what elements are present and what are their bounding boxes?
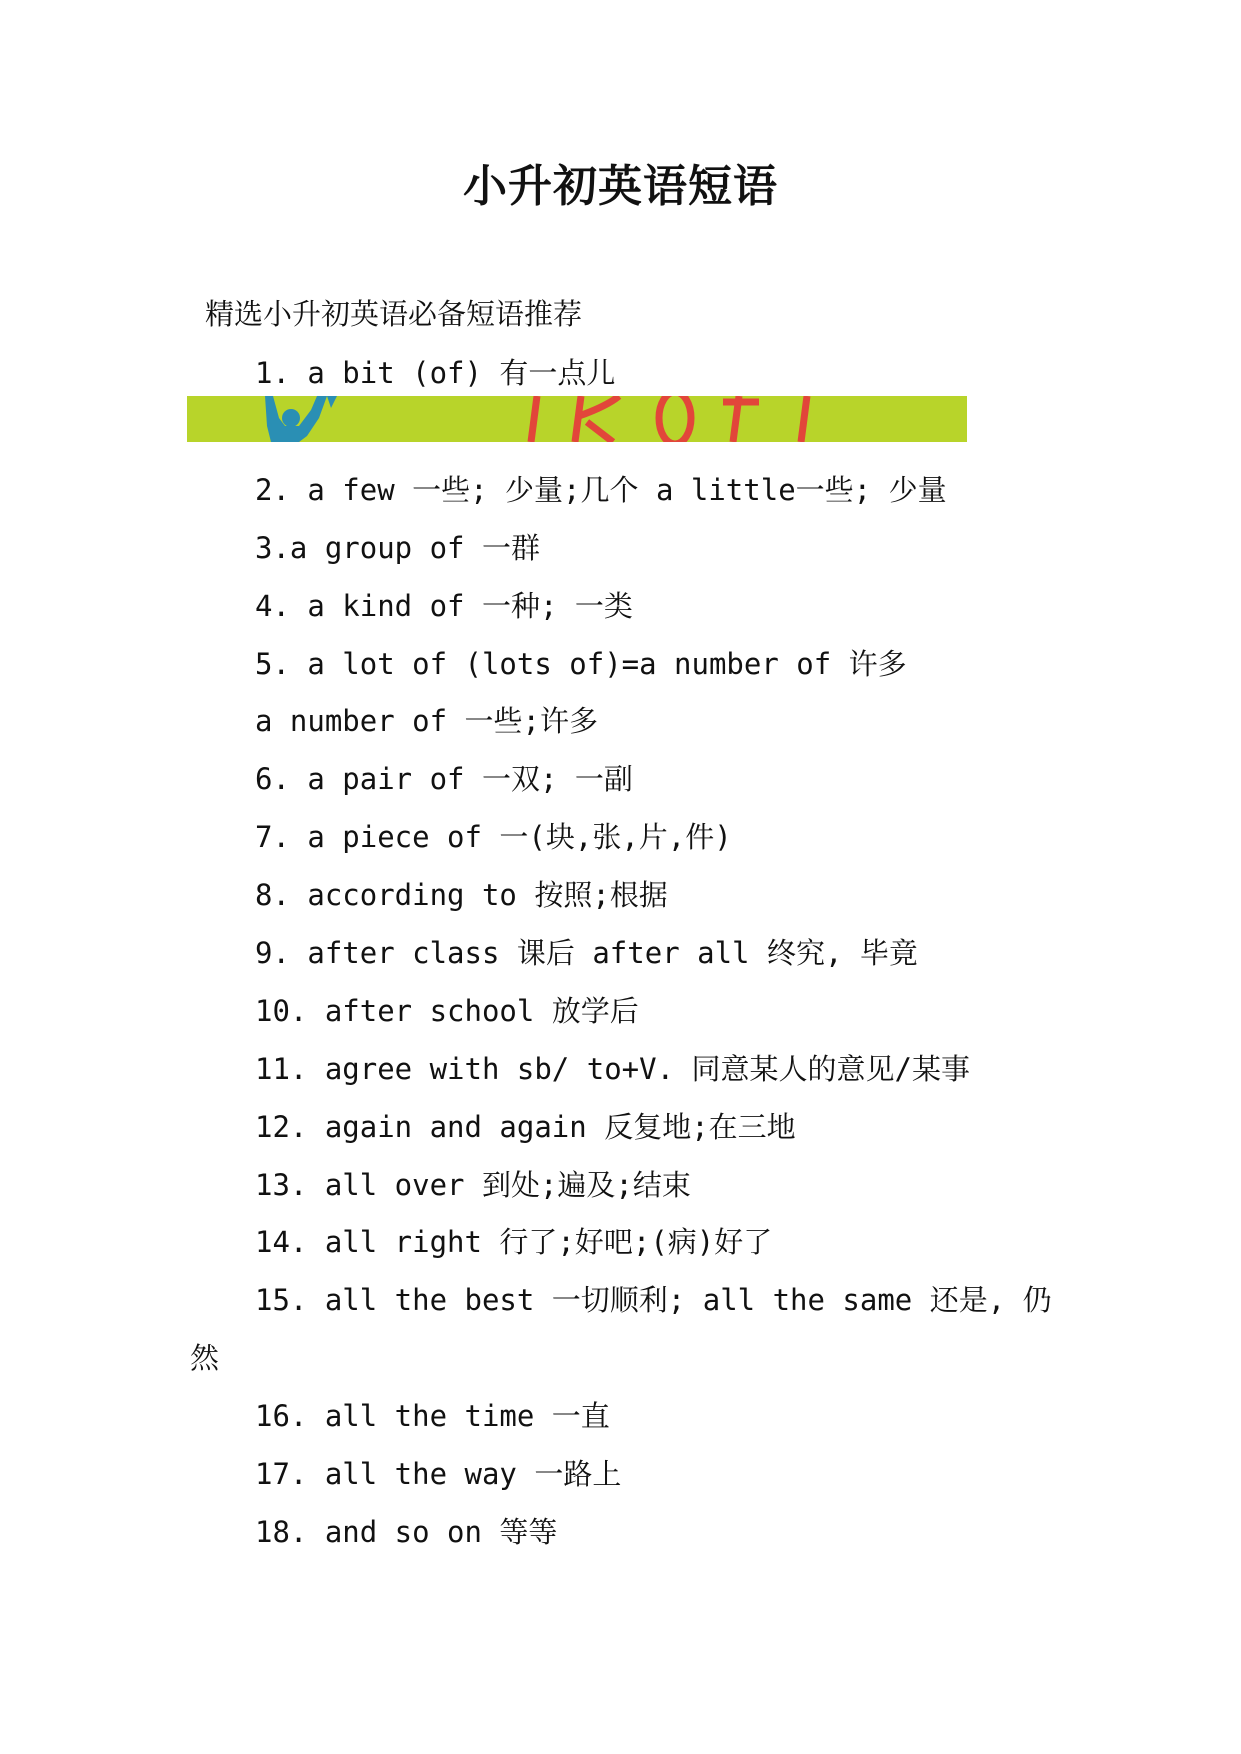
phrase-item: a number of 一些;许多 — [255, 704, 598, 738]
phrase-item: 1. a bit (of) 有一点儿 — [255, 356, 616, 390]
phrase-item: 17. all the way 一路上 — [255, 1457, 622, 1491]
phrase-item: 12. again and again 反复地;在三地 — [255, 1110, 796, 1144]
phrase-item: 5. a lot of (lots of)=a number of 许多 — [255, 647, 907, 681]
phrase-item: 14. all right 行了;好吧;(病)好了 — [255, 1225, 773, 1259]
figure-silhouette-icon — [265, 396, 337, 442]
phrase-item-continuation: 然 — [190, 1341, 220, 1375]
phrase-item: 4. a kind of 一种; 一类 — [255, 589, 633, 623]
phrase-item: 18. and so on 等等 — [255, 1515, 558, 1549]
phrase-item: 9. after class 课后 after all 终究, 毕竟 — [255, 936, 918, 970]
phrase-item: 7. a piece of 一(块,张,片,件) — [255, 820, 732, 854]
phrase-item: 3.a group of 一群 — [255, 531, 540, 565]
phrase-item: 16. all the time 一直 — [255, 1399, 610, 1433]
phrase-item: 15. all the best 一切顺利; all the same 还是, 仍 — [255, 1283, 1052, 1317]
phrase-item: 11. agree with sb/ to+V. 同意某人的意见/某事 — [255, 1052, 970, 1086]
phrase-item: 6. a pair of 一双; 一副 — [255, 762, 633, 796]
decorative-banner-image — [187, 396, 967, 442]
phrase-item: 13. all over 到处;遍及;结束 — [255, 1168, 691, 1202]
phrase-item: 8. according to 按照;根据 — [255, 878, 668, 912]
page-title: 小升初英语短语 — [463, 161, 778, 212]
red-letters-icon — [531, 396, 807, 442]
intro-text: 精选小升初英语必备短语推荐 — [205, 297, 583, 331]
phrase-item: 2. a few 一些; 少量;几个 a little一些; 少量 — [255, 473, 947, 507]
phrase-item: 10. after school 放学后 — [255, 994, 639, 1028]
